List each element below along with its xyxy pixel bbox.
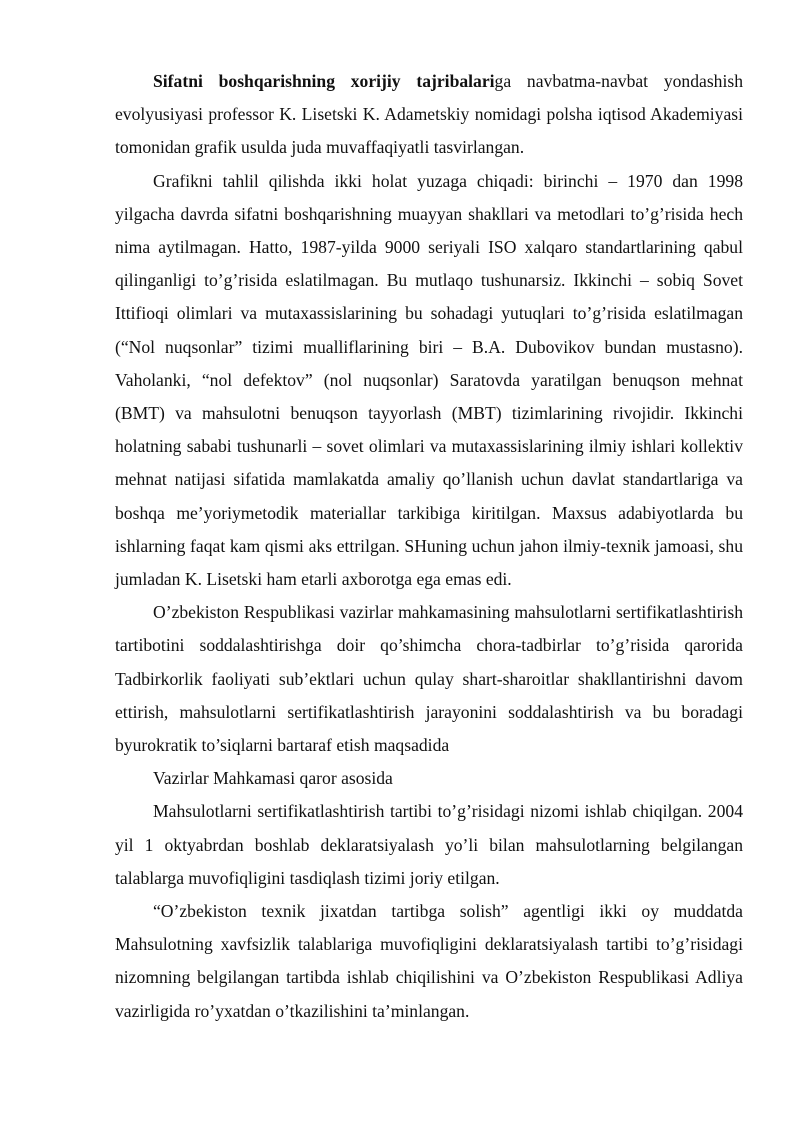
paragraph-foreign-experience [115, 65, 743, 165]
bold-lead-phrase: Sifatni boshqarishning xorijiy tajribalari [153, 71, 495, 91]
paragraph-cabinet-basis: Vazirlar Mahkamasi qaror asosida [153, 768, 393, 789]
paragraph-text: ga navbatma-navbat yondashish evolyusiyasi professor K. Lisetski K. Adametskiy nomidagi polsha iqtisod Akademiyasi tomonidan grafik usulda juda muvaffaqiyatli tasvirlangan. [115, 71, 743, 158]
document-page [115, 65, 743, 1028]
paragraph-certification-regulation: Mahsulotlarni sertifikatlashtirish tartibi to’g’risidagi nizomi ishlab chiqilgan. 2004 yil 1 oktyabrdan boshlab deklaratsiyalash yo’li bilan mahsulotlarning belgilangan talablarga muvofiqligini tasdiqlash tizimi joriy etilgan. [115, 801, 743, 888]
paragraph-graph-analysis: Grafikni tahlil qilishda ikki holat yuzaga chiqadi: birinchi – 1970 dan 1998 yilgacha davrda sifatni boshqarishning muayyan shakllari va metodlari to’g’risida hech nima aytilmagan. Hatto, 1987-yilda 9000 seriyali ISO xalqaro standartlarining qabul qilinganligi to’g’risida eslatilmagan. Bu mutlaqo tushunarsiz. Ikkinchi – sobiq Sovet Ittifioqi olimlari va mutaxassislarining bu sohadagi yutuqlari to’g’risida eslatilmagan (“Nol nuqsonlar” tizimi mualliflarining biri – B.A. Dubovikov bundan mustasno). Vaholanki, “nol defektov” (nol nuqsonlar) Saratovda yaratilgan benuqson mehnat (BMT) va mahsulotni benuqson tayyorlash (MBT) tizimlarining rivojidir. Ikkinchi holatning sababi tushunarli – sovet olimlari va mutaxassislarining ilmiy ishlari kollektiv mehnat natijasi sifatida mamlakatda amaliy qo’llanish uchun davlat standartlariga va boshqa me’yoriymetodik materiallar tarkibiga kiritilgan. Maxsus adabiyotlarda bu ishlarning faqat kam qismi aks ettrilgan. SHuning uchun jahon ilmiy-texnik jamoasi, shu jumladan K. Lisetski ham etarli axborotga ega emas edi. [115, 170, 743, 590]
paragraph-agency-task: “O’zbekiston texnik jixatdan tartibga solish” agentligi ikki oy muddatda Mahsulotning xavfsizlik talablariga muvofiqligini deklaratsiyalash tartibi to’g’risidagi nizomning belgilangan tartibda ishlab chiqilishini va O’zbekiston Respublikasi Adliya vazirligida ro’yxatdan o’tkazilishini ta’minlangan. [115, 901, 743, 1021]
paragraph-cabinet-resolution: O’zbekiston Respublikasi vazirlar mahkamasining mahsulotlarni sertifikatlashtirish tartibotini soddalashtirishga doir qo’shimcha chora-tadbirlar to’g’risida qarorida Tadbirkorlik faoliyati sub’ektlari uchun qulay shart-sharoitlar shakllantirishni davom ettirish, mahsulotlarni sertifikatlashtirish jarayonini soddalashtirish va bu boradagi byurokratik to’siqlarni bartaraf etish maqsadida [115, 602, 743, 756]
